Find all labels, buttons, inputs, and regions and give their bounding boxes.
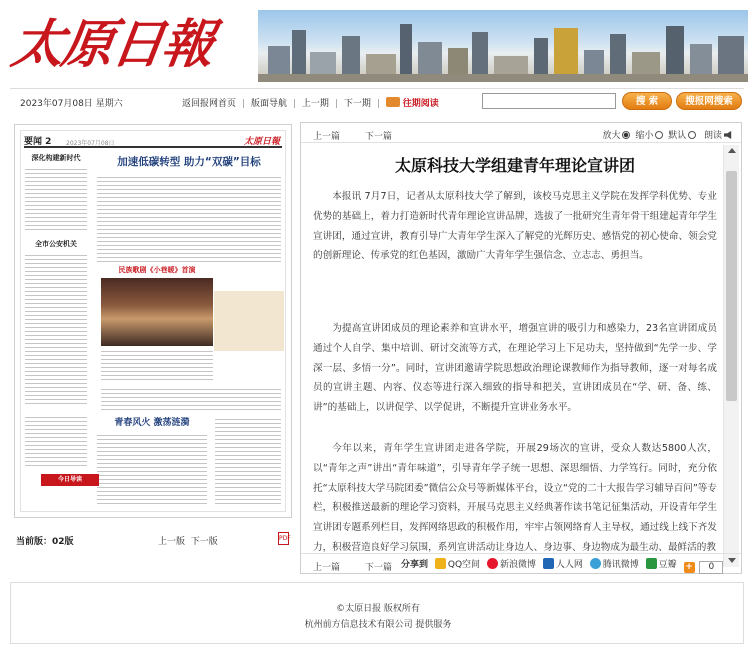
speaker-icon[interactable] bbox=[724, 131, 733, 139]
preview-headline-photo[interactable]: 民族歌剧《小巷暖》首演 bbox=[118, 266, 196, 274]
nav-section-link[interactable]: 版面导航 bbox=[250, 99, 287, 109]
share-more-icon[interactable]: + bbox=[685, 562, 693, 572]
weibo-icon bbox=[487, 558, 498, 569]
pdf-icon[interactable]: PDF bbox=[278, 532, 289, 545]
article-paragraph: 本报讯 7月7日，记者从太原科技大学了解到，该校马克思主义学院在发挥学科优势、专业优势的基础上，着力打造新时代青年理论宣讲品牌，选拔了一批研究生青年骨干组建起青年学生宣讲团，通过宣讲，教育引导广大青年学生深入了解党的光辉历史、感悟党的初心使命、领会党的创新理论、传承党的红色基因，激励广大青年学生强信念、立志志、勇担当。 bbox=[313, 191, 717, 262]
search-input[interactable] bbox=[482, 93, 616, 109]
article-title: 太原科技大学组建青年理论宣讲团 bbox=[394, 156, 635, 175]
article-toolbar bbox=[301, 123, 741, 143]
next-page-link[interactable]: 下一版 bbox=[190, 537, 218, 547]
prev-article-link[interactable]: 上一篇 bbox=[313, 132, 341, 142]
service-provider: 杭州前方信息技术有限公司 提供服务 bbox=[304, 620, 452, 630]
douban-icon bbox=[646, 558, 657, 569]
preview-text-block bbox=[25, 255, 87, 405]
preview-header bbox=[24, 134, 282, 148]
font-size-options bbox=[602, 128, 733, 141]
preview-red-tag[interactable]: 今日导读 bbox=[41, 474, 99, 486]
nav-next-issue-link[interactable]: 下一期 bbox=[343, 99, 371, 109]
copyright: ©太原日报 版权所有 bbox=[336, 604, 420, 614]
preview-photo[interactable] bbox=[101, 278, 213, 346]
preview-text-block bbox=[25, 417, 87, 469]
city-skyline-banner bbox=[258, 10, 748, 82]
nav-prev-issue-link[interactable]: 上一期 bbox=[301, 99, 329, 109]
article-content bbox=[307, 149, 723, 563]
footer-prev-article-link[interactable]: 上一篇 bbox=[313, 563, 341, 573]
zoom-in-label: 放大 bbox=[602, 131, 621, 141]
preview-headline-bottom[interactable]: 青春风火 激荡涟漪 bbox=[114, 418, 190, 428]
share-qzone[interactable]: QQ空间 bbox=[435, 560, 480, 570]
share-douban[interactable]: 豆瓣 bbox=[646, 560, 677, 570]
site-footer bbox=[10, 582, 744, 644]
next-article-link[interactable]: 下一篇 bbox=[364, 132, 392, 142]
share-tencent-weibo[interactable]: 腾讯微博 bbox=[590, 560, 639, 570]
article-panel bbox=[300, 122, 742, 574]
zoom-out-label: 缩小 bbox=[635, 131, 654, 141]
history-link[interactable]: 往期阅读 bbox=[402, 99, 439, 109]
zoom-in-radio[interactable] bbox=[622, 131, 630, 139]
preview-text-block bbox=[97, 435, 207, 505]
preview-text-block bbox=[101, 389, 281, 413]
article-scrollbar[interactable] bbox=[723, 145, 739, 567]
nav-home-link[interactable]: 返回报网首页 bbox=[182, 99, 237, 109]
scroll-thumb[interactable] bbox=[726, 171, 737, 401]
tencent-weibo-icon bbox=[590, 558, 601, 569]
preview-headline-left[interactable]: 深化构建新时代 bbox=[31, 154, 81, 162]
page-nav bbox=[158, 534, 218, 547]
zoom-default-radio[interactable] bbox=[688, 131, 696, 139]
preview-text-block bbox=[25, 169, 87, 233]
share-bar bbox=[401, 557, 723, 574]
search-site-button[interactable]: 搜报网搜索 bbox=[676, 92, 742, 110]
zoom-default-label: 默认 bbox=[668, 131, 687, 141]
read-aloud-button[interactable]: 朗读 bbox=[703, 131, 722, 141]
article-paragraph: 今年以来，青年学生宣讲团走进各学院，开展29场次的宣讲，受众人数达5800人次，以“青年之声”讲出“青年味道”，引导青年学子统一思想、深思细悟、力学笃行。同时，充分依托“太原科技大学马院团委”微信公众号等新媒体平台，设立“党的二十大报告学习辅导百问”等专栏，积极推送最新的理论学习资料，开展马克思主义经典著作读书笔记征集活动，开设青年学生宣讲团专题系列栏目，发挥网络思政的积极作用，牢牢占领网络育人主导权，通过线上线下齐发力，积极营造良好学习氛围，系列宣讲活动让身边人、身边事、身边物成为最生动、最鲜活的教 bbox=[313, 443, 717, 553]
calendar-icon bbox=[386, 97, 400, 107]
prev-page-link[interactable]: 上一版 bbox=[158, 537, 186, 547]
qzone-icon bbox=[435, 558, 446, 569]
preview-ban: 要闻 2 bbox=[24, 137, 52, 147]
article-paragraph: 为提高宣讲团成员的理论素养和宣讲水平，增强宣讲的吸引力和感染力，23名宣讲团成员通过个人自学、集中培训、研讨交流等方式，在理论学习上下足功夫，坚持做到“先学一步、学深一层、多悟一分”。同时，宣讲团邀请学院思想政治理论课教师作为指导教师，逐一对每名成员的宣讲主题、内容、仪态等进行深入细致的指导和把关，宣讲团成员在“学、研、备、练、讲”的基础上，以讲促学、以学促讲，不断提升宣讲业务水平。 bbox=[313, 323, 717, 414]
preview-logo: 太原日報 bbox=[243, 137, 280, 147]
renren-icon bbox=[543, 558, 554, 569]
page-preview-panel bbox=[14, 124, 292, 518]
nav-bar bbox=[10, 88, 744, 112]
preview-text-block bbox=[215, 419, 281, 505]
newspaper-logo[interactable]: 太原日報 bbox=[7, 14, 217, 75]
page-footer-nav bbox=[14, 532, 292, 548]
share-label: 分享到 bbox=[401, 560, 429, 570]
footer-next-article-link[interactable]: 下一篇 bbox=[364, 563, 392, 573]
current-page: 当前版：02版 bbox=[16, 537, 74, 547]
article-footer bbox=[301, 553, 741, 573]
issue-date: 2023年07月08日 星期六 bbox=[20, 99, 123, 109]
nav-links: 返回报网首页 | 版面导航 | 上一期 | 下一期 | 往期阅读 bbox=[182, 99, 439, 109]
preview-text-block bbox=[97, 177, 281, 263]
zoom-out-radio[interactable] bbox=[655, 131, 663, 139]
preview-text-block bbox=[101, 351, 213, 383]
preview-sidebar-block bbox=[214, 291, 284, 351]
share-renren[interactable]: 人人网 bbox=[543, 560, 583, 570]
preview-headline-left2[interactable]: 全市公安机关 bbox=[35, 240, 77, 248]
search-button[interactable]: 搜 索 bbox=[622, 92, 672, 110]
share-count: 0 bbox=[699, 561, 723, 574]
preview-headline-main[interactable]: 加速低碳转型 助力“双碳”目标 bbox=[117, 156, 261, 168]
preview-date: 2023年07月08日 bbox=[66, 140, 115, 147]
page-preview[interactable] bbox=[20, 130, 286, 512]
scroll-up-arrow-icon[interactable] bbox=[728, 148, 736, 153]
share-weibo[interactable]: 新浪微博 bbox=[487, 560, 536, 570]
header bbox=[7, 8, 744, 86]
